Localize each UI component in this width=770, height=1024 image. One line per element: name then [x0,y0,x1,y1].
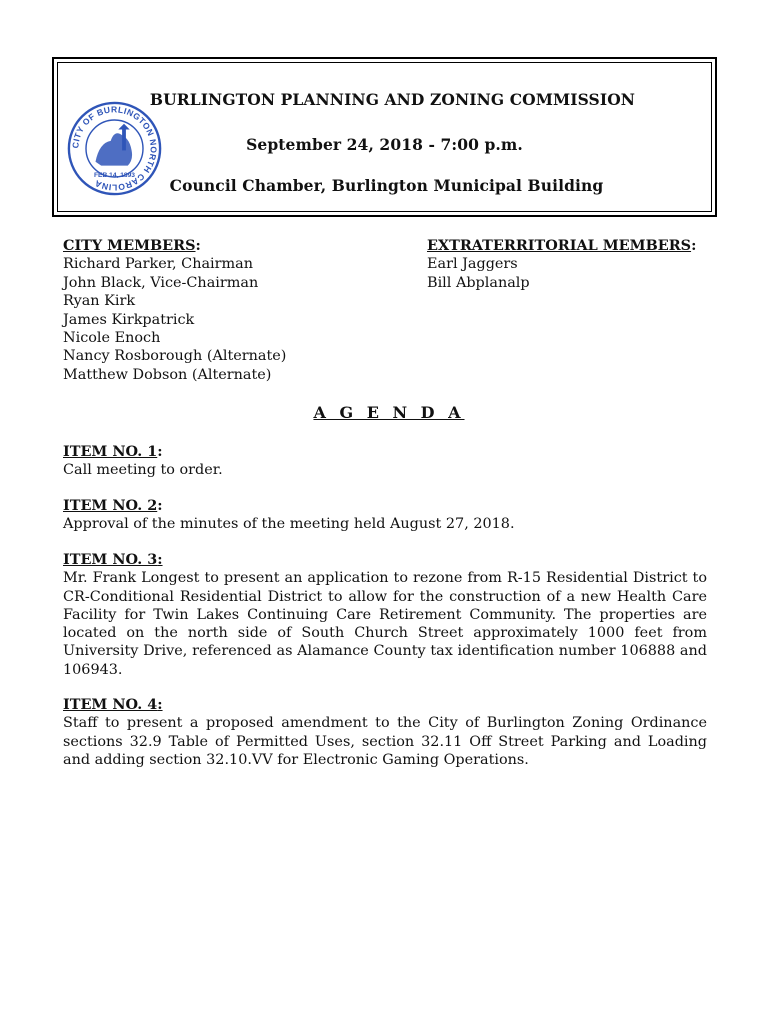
member-name: Bill Abplanalp [427,274,530,291]
header-box [52,57,717,217]
header-inner-border [57,62,712,212]
seal-date: FEB 14, 1893 [94,172,135,179]
meeting-location: Council Chamber, Burlington Municipal Building [169,176,604,195]
member-name: Nancy Rosborough (Alternate) [63,348,287,365]
member-name: Nicole Enoch [63,330,161,347]
item-text: Approval of the minutes of the meeting held August 27, 2018. [63,516,515,533]
agenda-item [63,443,707,480]
seal-text: CITY OF BURLINGTON NORTH CAROLINA [70,104,159,193]
item-label: ITEM NO. 4: [63,696,163,713]
city-members-block [63,237,286,384]
agenda-item [63,551,707,679]
agenda-item [63,696,707,769]
city-members-heading: CITY MEMBERS: [63,237,201,254]
member-name: James Kirkpatrick [63,311,195,328]
item-label: ITEM NO. 1: [63,443,163,460]
item-text: Call meeting to order. [63,462,223,479]
agenda-heading: A G E N D A [313,403,465,422]
commission-title: BURLINGTON PLANNING AND ZONING COMMISSION [149,90,636,109]
meeting-date-time: September 24, 2018 - 7:00 p.m. [246,135,523,154]
extraterritorial-members-heading: EXTRATERRITORIAL MEMBERS: [427,237,697,254]
member-name: Matthew Dobson (Alternate) [63,366,272,383]
item-label: ITEM NO. 3: [63,551,163,568]
member-name: John Black, Vice-Chairman [63,274,259,291]
agenda-item [63,497,707,534]
extraterritorial-members-block [427,237,696,292]
member-name: Earl Jaggers [427,256,518,273]
item-text: Mr. Frank Longest to present an application to rezone from R-15 Residential District to CR-Conditional Residential District to allow for the construction of a new Health Care Facility for Twin Lakes Continuing Care Retirement Community. The properties are located on the north side of South Church Street approximately 1000 feet from University Drive, referenced as Alamance County tax identification number 106888 and 106943. [63,570,707,678]
item-text: Staff to present a proposed amendment to the City of Burlington Zoning Ordinance sections 32.9 Table of Permitted Uses, section 32.11 Off Street Parking and Loading and adding section 32.10.VV for Electronic Gaming Operations. [63,715,707,768]
item-label: ITEM NO. 2: [63,497,163,514]
member-name: Ryan Kirk [63,293,136,310]
member-name: Richard Parker, Chairman [63,256,254,273]
